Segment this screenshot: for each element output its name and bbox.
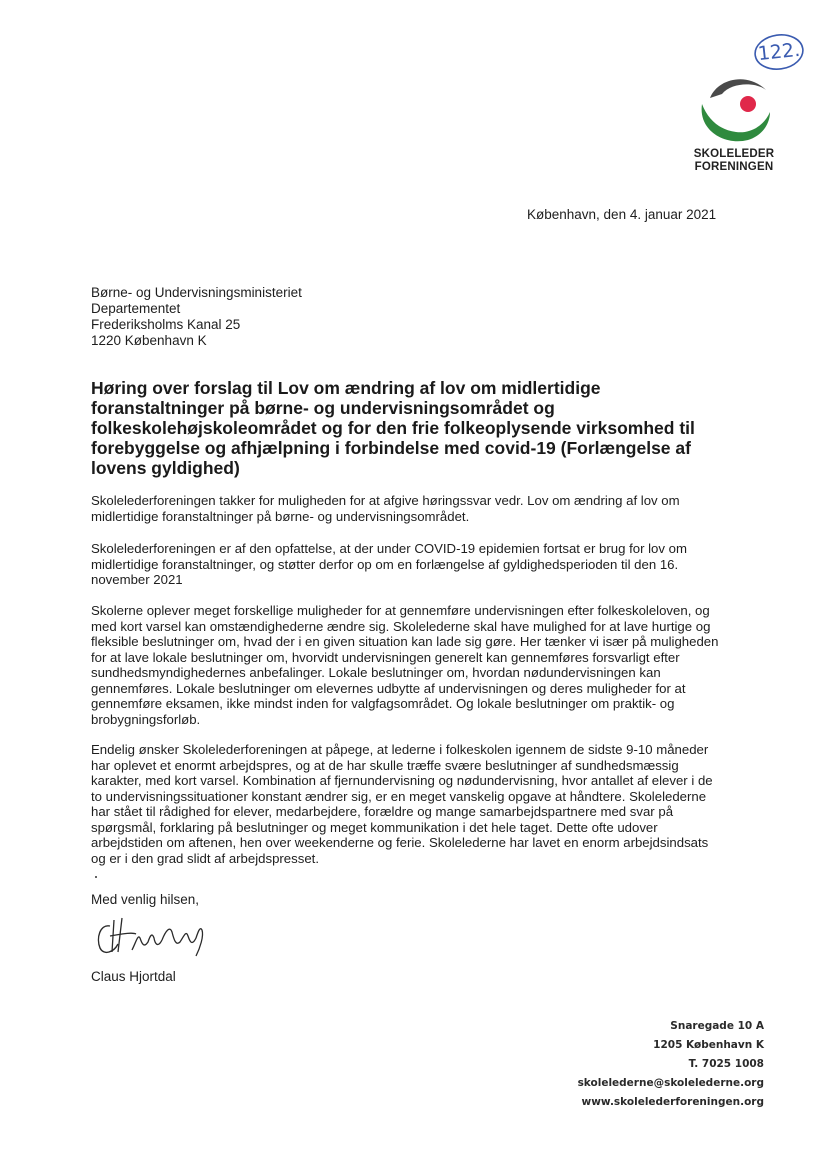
letter-date: København, den 4. januar 2021 [527,207,717,222]
paragraph-line: midlertidige foranstaltninger på børne- og undervisningsområdet. [91,508,470,524]
paragraph-3 [91,603,718,727]
logo-text-line2: FORENINGEN [694,161,774,173]
paragraph-line: karakter, med kort varsel. Kombination af fjernundervisning og nødundervisning, hvor antallet af elever i de [91,773,713,788]
paragraph-line: fleksible beslutninger om, hvad der i en given situation kan lade sig gøre. Her tænker vi især på muligheden [91,634,719,649]
paragraph-line: Endelig ønsker Skolelederforeningen at påpege, at lederne i folkeskolen igennem de sidste 9-10 måneder [91,742,709,757]
paragraph-line: gennemføres. Lokale beslutninger om elevernes udbytte af undervisningen og deres muligheder for at [91,680,686,696]
recipient-address [91,285,302,349]
logo-text-line1: SKOLELEDER [693,148,775,160]
paragraph-line: Skolelederforeningen er af den opfattelse, at der under COVID-19 epidemien fortsat er brug for lov om [91,541,687,556]
paragraph-line: for at lave lokale beslutninger om, hvorvidt undervisningen generelt kan gennemføres forsvarligt efter [91,649,680,665]
heading-line: forebyggelse og afhjælpning i forbindelse med covid-19 (Forlængelse af [91,438,691,458]
signature-icon [92,912,212,962]
skolelederforeningen-logo [686,68,782,178]
stray-dot [95,876,97,878]
paragraph-line: Skolelederforeningen takker for muligheden for at afgive høringssvar vedr. Lov om ændring af lov om [91,493,680,508]
paragraph-line: gennemføre eksamen, ikke mindst inden for valgfagsområdet. Og lokale beslutninger om praktik- og [91,696,675,711]
paragraph-2 [91,541,687,588]
recipient-line: Børne- og Undervisningsministeriet [91,285,302,300]
paragraph-line: brobygningsforløb. [91,711,201,727]
paragraph-line: Skolerne oplever meget forskellige muligheder for at gennemføre undervisningen efter folkeskoleloven, og [91,603,710,618]
footer-email: skolelederne@skolelederne.org [577,1077,764,1089]
paragraph-line: to undervisningssituationer konstant ændrer sig, er en meget vanskelig opgave at håndtere. Skolelederne [91,788,707,804]
footer-city: 1205 København K [653,1039,764,1051]
signer-name: Claus Hjortdal [91,969,176,984]
heading-line: folkeskolehøjskoleområdet og for den frie folkeoplysende virksomhed til [91,418,695,438]
stamp-number: 122. [756,38,802,66]
paragraph-1 [91,493,680,524]
paragraph-line: spørgsmål, forklaring på beslutninger og meget kommunikation i det hele taget. Dette ofte udover [91,819,658,835]
sender-footer [578,1017,764,1112]
closing-greeting: Med venlig hilsen, [91,892,200,907]
paragraph-line: og er i den grad slidt af arbejdspresset. [91,850,319,866]
heading-line: foranstaltninger på børne- og undervisningsområdet og [91,398,555,418]
heading-line: lovens gyldighed) [91,458,240,478]
logo-mark-icon [696,68,772,146]
paragraph-line: november 2021 [91,572,183,587]
paragraph-line: har oplevet et enormt arbejdspres, og at de har skulle træffe svære beslutninger af sundhedsmæssig [91,757,679,773]
paragraph-4 [91,742,713,866]
paragraph-line: sundhedsmyndighedernes anbefalinger. Lokale beslutninger om, hvordan nødundervisningen kan [91,665,661,680]
footer-street: Snaregade 10 A [670,1020,764,1032]
recipient-line: Frederiksholms Kanal 25 [91,317,241,332]
paragraph-line: arbejdstiden om aftenen, hen over weekenderne og ferie. Skolelederne har lavet en enorm arbejdsindsats [91,835,709,850]
letter-heading [91,378,731,478]
recipient-line: 1220 København K [91,333,207,348]
footer-phone: T. 7025 1008 [688,1058,764,1070]
footer-web: www.skolelederforeningen.org [581,1096,764,1108]
recipient-line: Departementet [91,301,181,316]
paragraph-line: har stået til rådighed for elever, medarbejdere, forældre og mange samarbejdspartnere med svar på [91,804,674,819]
handwritten-signature [92,912,212,967]
heading-line: Høring over forslag til Lov om ændring af lov om midlertidige [91,378,601,398]
paragraph-line: med kort varsel kan omstændighederne ændre sig. Skolelederne skal have mulighed for at lave hurtige og [91,618,711,634]
paragraph-line: midlertidige foranstaltninger, og støtter derfor op om en forlængelse af gyldighedsperioden til den 16. [91,556,679,572]
